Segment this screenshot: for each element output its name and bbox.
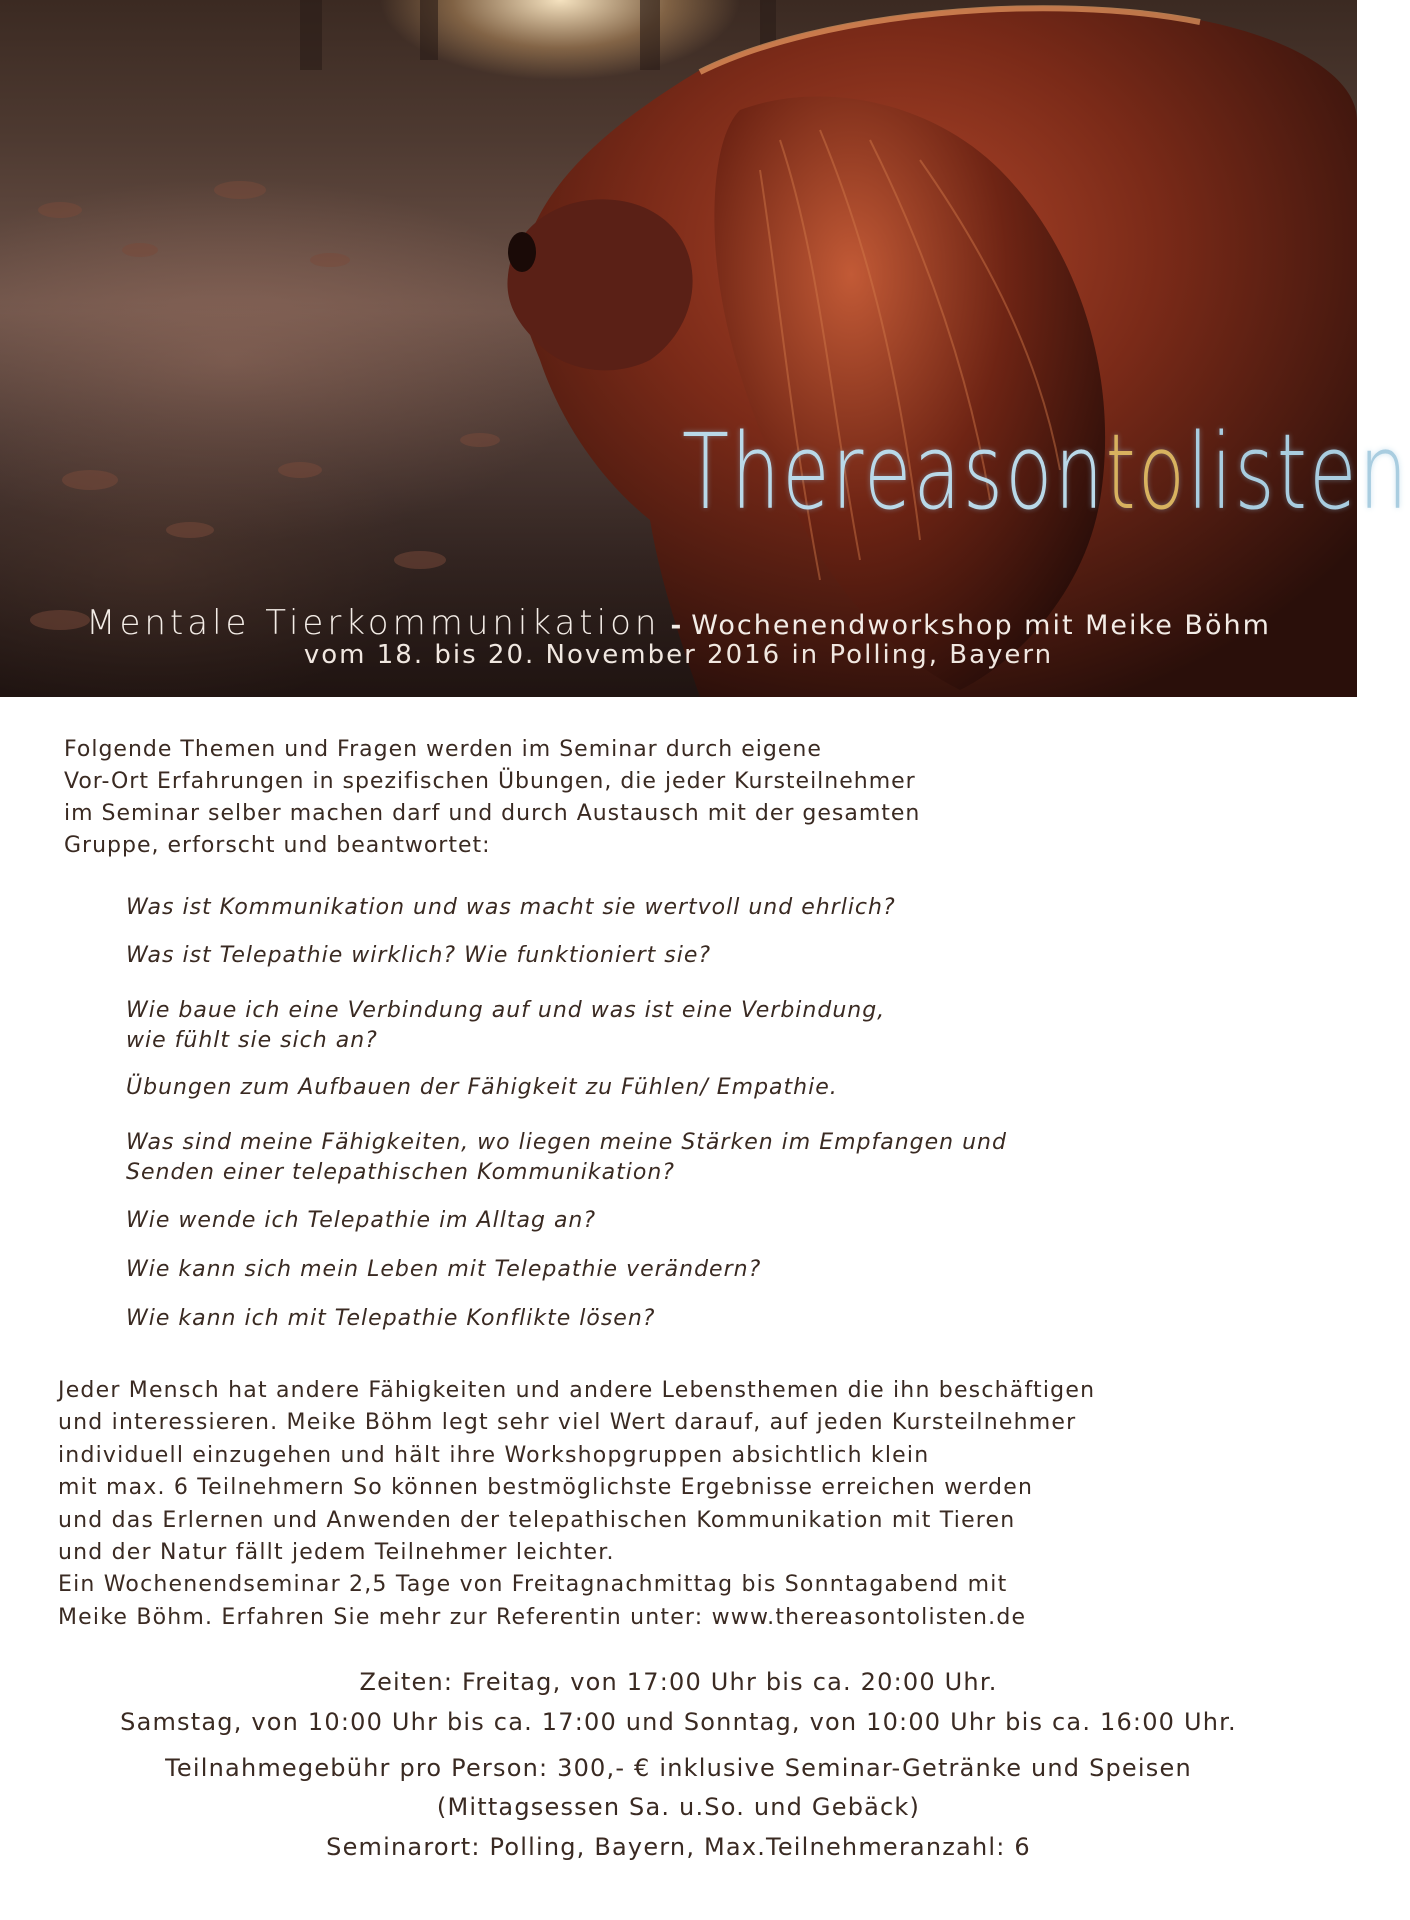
question-item: Wie baue ich eine Verbindung auf und was ist eine Verbindung,: [126, 998, 886, 1023]
seminar-title-workshop: Wochenendworkshop mit Meike Böhm: [691, 610, 1271, 641]
times-weekend: Samstag, von 10:00 Uhr bis ca. 17:00 und Sonntag, von 10:00 Uhr bis ca. 16:00 Uhr.: [120, 1708, 1237, 1736]
paragraph-line: und das Erlernen und Anwenden der telepathischen Kommunikation mit Tieren: [58, 1507, 1016, 1533]
question-item: Wie kann sich mein Leben mit Telepathie verändern?: [126, 1257, 762, 1282]
paragraph-line: individuell einzugehen und hält ihre Workshopgruppen absichtlich klein: [58, 1442, 930, 1468]
seminar-location: Seminarort: Polling, Bayern, Max.Teilnehmeranzahl: 6: [326, 1833, 1031, 1861]
paragraph-line: und interessieren. Meike Böhm legt sehr viel Wert darauf, auf jeden Kursteilnehmer: [58, 1410, 1077, 1436]
intro-text: [64, 734, 1064, 862]
question-item: wie fühlt sie sich an?: [126, 1028, 378, 1053]
dog-illustration: [0, 0, 1357, 697]
brand-logo-part-1: Thereason: [682, 411, 1106, 533]
hero-photo: [0, 0, 1410, 697]
fee-note: (Mittagsessen Sa. u.So. und Gebäck): [436, 1793, 921, 1821]
intro-line: Folgende Themen und Fragen werden im Seminar durch eigene: [64, 737, 822, 762]
description-paragraph: [58, 1375, 1298, 1634]
times-friday: Zeiten: Freitag, von 17:00 Uhr bis ca. 20:00 Uhr.: [359, 1668, 998, 1696]
question-item: Übungen zum Aufbauen der Fähigkeit zu Fühlen/ Empathie.: [126, 1075, 838, 1100]
paragraph-line: und der Natur fällt jedem Teilnehmer leichter.: [58, 1540, 615, 1566]
intro-line: im Seminar selber machen darf und durch Austausch mit der gesamten: [64, 801, 921, 826]
brand-logo-part-3: listen: [1187, 411, 1410, 533]
seminar-title: [0, 603, 1357, 643]
seminar-title-dash: -: [670, 611, 682, 641]
question-item: Wie kann ich mit Telepathie Konflikte lösen?: [126, 1306, 656, 1331]
brand-logo: [682, 411, 1410, 533]
paragraph-line: mit max. 6 Teilnehmern So können bestmöglichste Ergebnisse erreichen werden: [58, 1475, 1034, 1501]
participation-fee: Teilnahmegebühr pro Person: 300,- € inklusive Seminar-Getränke und Speisen: [165, 1754, 1192, 1782]
paragraph-line: Jeder Mensch hat andere Fähigkeiten und andere Lebensthemen die ihn beschäftigen: [58, 1378, 1096, 1403]
question-item: Was sind meine Fähigkeiten, wo liegen meine Stärken im Empfangen und: [126, 1130, 1007, 1155]
question-item: Was ist Telepathie wirklich? Wie funktioniert sie?: [126, 943, 712, 968]
question-item: Was ist Kommunikation und was macht sie wertvoll und ehrlich?: [126, 895, 896, 920]
question-item: Wie wende ich Telepathie im Alltag an?: [126, 1208, 597, 1233]
intro-line: Vor-Ort Erfahrungen in spezifischen Übungen, die jeder Kursteilnehmer: [64, 769, 916, 794]
brand-logo-part-2: to: [1105, 411, 1188, 533]
seminar-date: vom 18. bis 20. November 2016 in Polling, Bayern: [303, 640, 1054, 670]
paragraph-line: Ein Wochenendseminar 2,5 Tage von Freitagnachmittag bis Sonntagabend mit: [58, 1572, 1008, 1598]
seminar-title-main: Mentale Tierkommunikation: [86, 603, 661, 643]
paragraph-line: Meike Böhm. Erfahren Sie mehr zur Referentin unter: www.thereasontolisten.de: [58, 1604, 1027, 1630]
question-item: Senden einer telepathischen Kommunikation?: [126, 1160, 675, 1185]
intro-line: Gruppe, erforscht und beantwortet:: [64, 833, 491, 858]
